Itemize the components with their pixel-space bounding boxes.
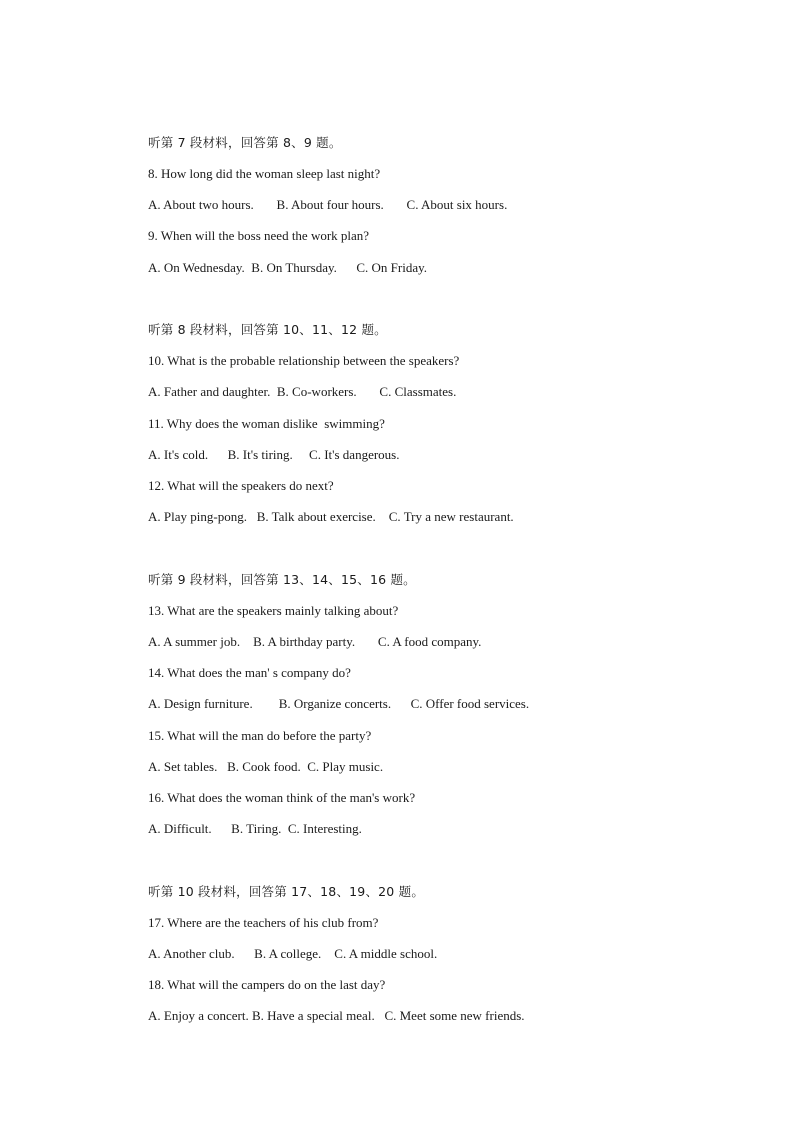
question-options: A. Difficult. B. Tiring. C. Interesting.	[148, 821, 362, 836]
question-text: 17. Where are the teachers of his club from?	[148, 915, 379, 930]
question-options: A. Another club. B. A college. C. A middle school.	[148, 946, 438, 961]
question-options: A. A summer job. B. A birthday party. C. A food company.	[148, 634, 482, 649]
section-heading: 听第 10 段材料，回答第 17、18、19、20 题。	[148, 884, 425, 899]
question-text: 12. What will the speakers do next?	[148, 478, 334, 493]
question-text: 13. What are the speakers mainly talking about?	[148, 603, 399, 618]
question-text: 11. Why does the woman dislike swimming?	[148, 416, 385, 431]
question-text: 8. How long did the woman sleep last night?	[148, 166, 381, 181]
question-text: 10. What is the probable relationship between the speakers?	[148, 353, 460, 368]
section-heading: 听第 7 段材料，回答第 8、9 题。	[148, 135, 342, 150]
question-options: A. On Wednesday. B. On Thursday. C. On Friday.	[148, 260, 428, 275]
question-options: A. Set tables. B. Cook food. C. Play music.	[148, 759, 384, 774]
question-options: A. Enjoy a concert. B. Have a special meal. C. Meet some new friends.	[148, 1008, 525, 1023]
question-text: 18. What will the campers do on the last day?	[148, 977, 386, 992]
question-text: 9. When will the boss need the work plan?	[148, 228, 370, 243]
question-text: 15. What will the man do before the party?	[148, 728, 372, 743]
question-options: A. About two hours. B. About four hours. C. About six hours.	[148, 197, 508, 212]
question-text: 14. What does the man' s company do?	[148, 665, 351, 680]
question-options: A. It's cold. B. It's tiring. C. It's dangerous.	[148, 447, 400, 462]
section-heading: 听第 9 段材料，回答第 13、14、15、16 题。	[148, 572, 416, 587]
question-options: A. Design furniture. B. Organize concerts. C. Offer food services.	[148, 696, 530, 711]
section-heading: 听第 8 段材料，回答第 10、11、12 题。	[148, 322, 387, 337]
question-text: 16. What does the woman think of the man's work?	[148, 790, 416, 805]
question-options: A. Father and daughter. B. Co-workers. C. Classmates.	[148, 384, 457, 399]
question-options: A. Play ping-pong. B. Talk about exercise. C. Try a new restaurant.	[148, 509, 514, 524]
